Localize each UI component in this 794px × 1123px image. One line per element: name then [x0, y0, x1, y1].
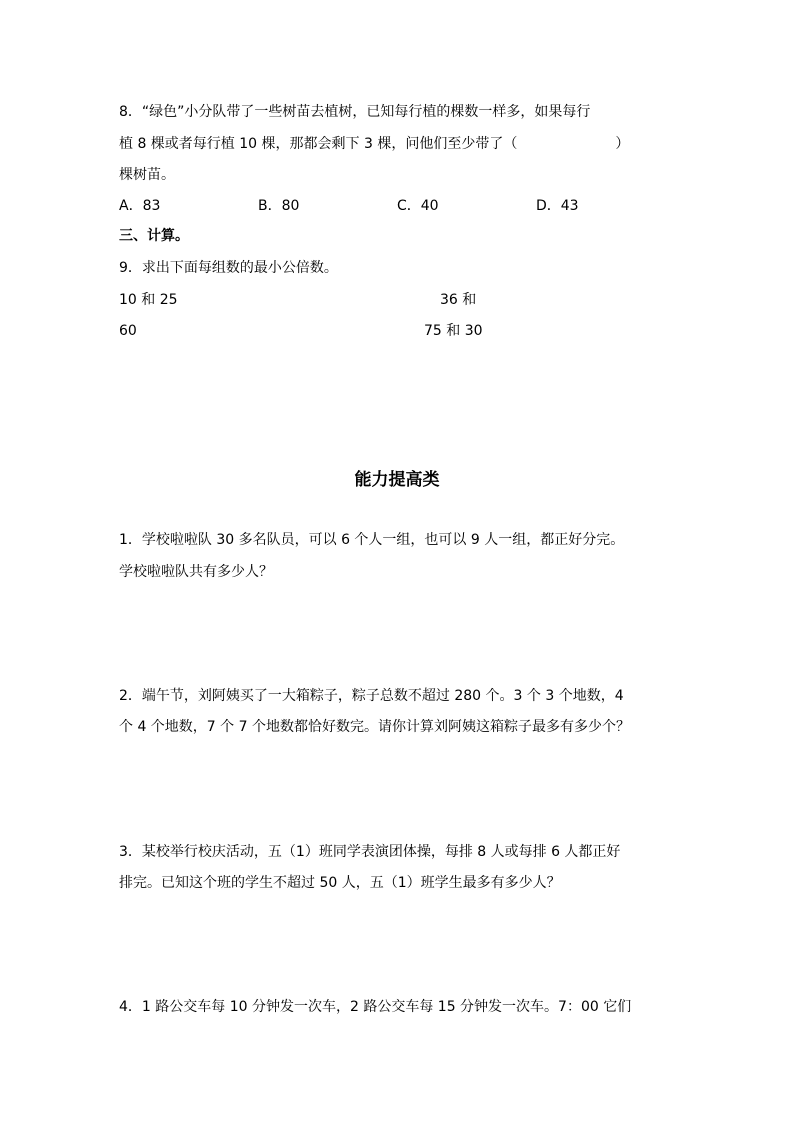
problem-1-line-1: 1．学校啦啦队 30 多名队员，可以 6 个人一组，也可以 9 人一组，都正好分完。 — [119, 532, 625, 548]
q8-option-c[interactable]: C．40 — [397, 198, 439, 214]
q8-line-3: 棵树苗。 — [119, 167, 175, 183]
q8-option-b[interactable]: B．80 — [258, 198, 300, 214]
problem-2-line-2: 个 4 个地数，7 个 7 个地数都恰好数完。请你计算刘阿姨这箱粽子最多有多少个？ — [119, 719, 630, 735]
problem-3-line-1: 3．某校举行校庆活动，五（1）班同学表演团体操，每排 8 人或每排 6 人都正好 — [119, 844, 621, 860]
problem-1-line-2: 学校啦啦队共有多少人？ — [119, 564, 273, 580]
q8-option-a[interactable]: A．83 — [119, 198, 161, 214]
problem-3-line-2: 排完。已知这个班的学生不超过 50 人，五（1）班学生最多有多少人？ — [119, 875, 561, 891]
section-title-advanced: 能力提高类 — [354, 470, 440, 490]
q9-pair-2: 36 和 — [440, 292, 477, 308]
q9-pair-1: 10 和 25 — [119, 292, 178, 308]
q9-prompt: 9．求出下面每组数的最小公倍数。 — [119, 260, 338, 276]
q8-option-d[interactable]: D．43 — [536, 198, 579, 214]
problem-2-line-1: 2．端午节，刘阿姨买了一大箱粽子，粽子总数不超过 280 个。3 个 3 个地数，4 — [119, 688, 624, 704]
problem-4-line-1: 4．1 路公交车每 10 分钟发一次车，2 路公交车每 15 分钟发一次车。7：00 它们 — [119, 999, 632, 1015]
q8-line-2: 植 8 棵或者每行植 10 棵，那都会剩下 3 棵，问他们至少带了（ ） — [119, 136, 630, 152]
q9-pair-2-continued: 60 — [119, 323, 137, 339]
q9-pair-3: 75 和 30 — [424, 323, 483, 339]
q8-line-1: 8．“绿色”小分队带了一些树苗去植树，已知每行植的棵数一样多，如果每行 — [119, 104, 591, 120]
section-heading-calculation: 三、计算。 — [119, 228, 189, 244]
